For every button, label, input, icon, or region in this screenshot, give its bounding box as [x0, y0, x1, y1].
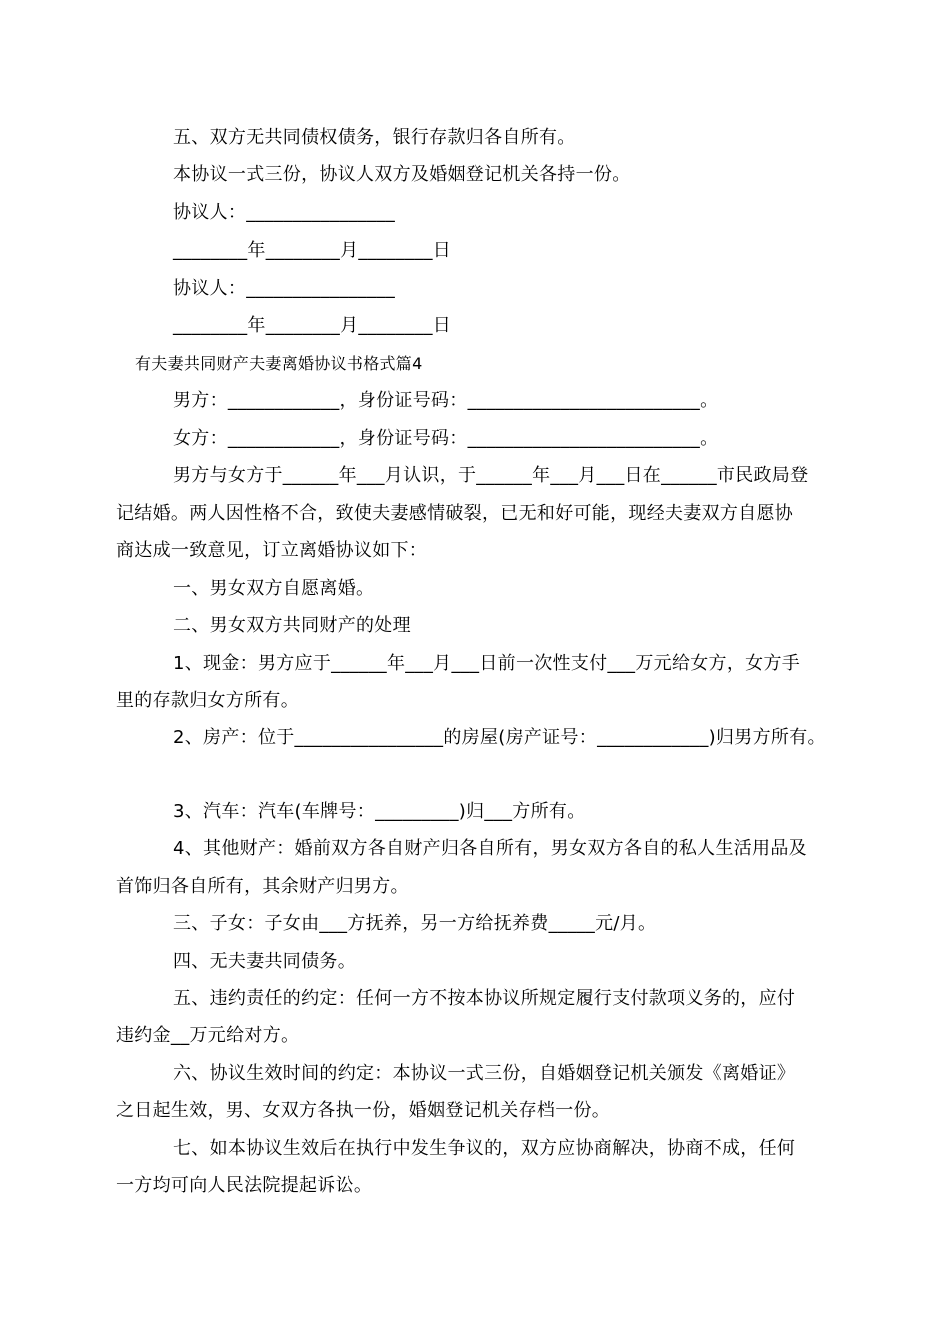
clause-6-effective-2: 之日起生效，男、女双方各执一份，婚姻登记机关存档一份。	[116, 1100, 611, 1121]
section-title: 有夫妻共同财产夫妻离婚协议书格式篇4	[135, 354, 423, 373]
clause-5-breach-2: 违约金__万元给对方。	[116, 1025, 300, 1046]
item-car: 3、汽车：汽车(车牌号：_________)归___方所有。	[173, 801, 586, 822]
clause-6-effective-1: 六、协议生效时间的约定：本协议一式三份，自婚姻登记机关颁发《离婚证》	[173, 1063, 796, 1084]
clause-5-breach-1: 五、违约责任的约定：任何一方不按本协议所规定履行支付款项义务的，应付	[173, 988, 796, 1009]
clause-3-children: 三、子女：子女由___方抚养，另一方给抚养费_____元/月。	[173, 913, 657, 934]
clause-4-debts: 四、无夫妻共同债务。	[173, 951, 356, 972]
item-other-1: 4、其他财产：婚前双方各自财产归各自所有，男女双方各自的私人生活用品及	[173, 838, 807, 859]
female-party: 女方：____________，身份证号码：_________________________。	[173, 428, 719, 449]
item-cash-1: 1、现金：男方应于______年___月___日前一次性支付___万元给女方，女方手	[173, 653, 801, 674]
date-2: ________年________月________日	[173, 315, 452, 336]
date-1: ________年________月________日	[173, 240, 452, 261]
intro-paragraph-3: 商达成一致意见，订立离婚协议如下：	[116, 540, 428, 561]
clause-2: 二、男女双方共同财产的处理	[173, 615, 411, 636]
signatory-1: 协议人：________________	[173, 202, 395, 223]
intro-paragraph-2: 记结婚。两人因性格不合，致使夫妻感情破裂，已无和好可能，现经夫妻双方自愿协	[116, 503, 794, 524]
signatory-2: 协议人：________________	[173, 278, 395, 299]
male-party: 男方：____________，身份证号码：_________________________。	[173, 390, 719, 411]
copies-statement: 本协议一式三份，协议人双方及婚姻登记机关各持一份。	[173, 164, 631, 185]
clause-1: 一、男女双方自愿离婚。	[173, 578, 375, 599]
intro-paragraph-1: 男方与女方于______年___月认识，于______年___月___日在______市民政局登	[173, 465, 809, 486]
item-house: 2、房产：位于________________的房屋(房产证号：____________)归男方所有。	[173, 727, 826, 748]
item-cash-2: 里的存款归女方所有。	[116, 690, 299, 711]
clause-7-dispute-2: 一方均可向人民法院提起诉讼。	[116, 1175, 373, 1196]
clause-5-debts: 五、双方无共同债权债务，银行存款归各自所有。	[173, 127, 576, 148]
clause-7-dispute-1: 七、如本协议生效后在执行中发生争议的，双方应协商解决，协商不成，任何	[173, 1138, 796, 1159]
item-other-2: 首饰归各自所有，其余财产归男方。	[116, 876, 409, 897]
